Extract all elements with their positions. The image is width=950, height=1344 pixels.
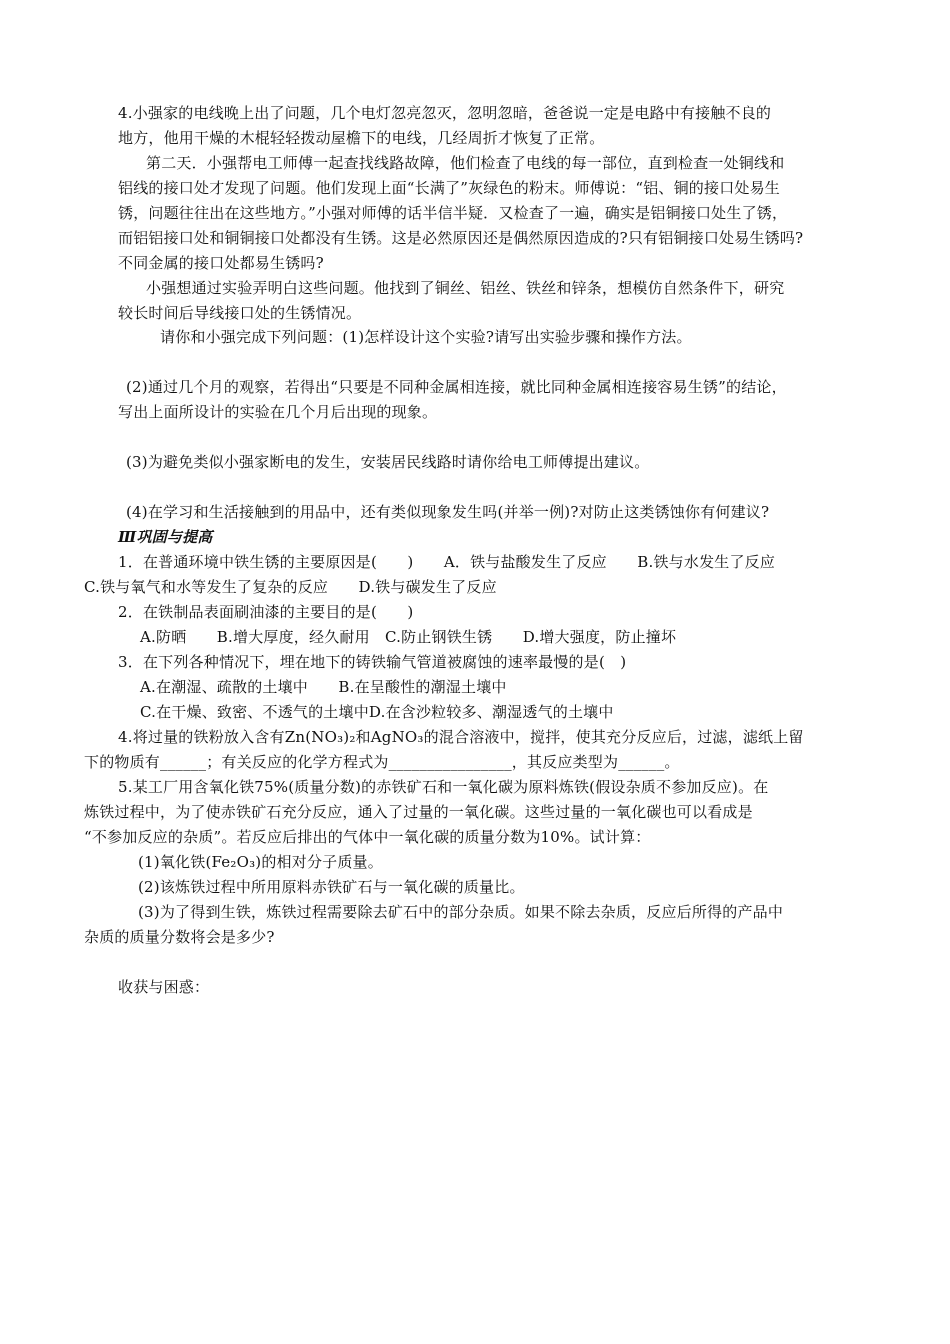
sub-question-1: 请你和小强完成下列问题：(1)怎样设计这个实验?请写出实验步骤和操作方法。: [160, 328, 692, 346]
section-heading: Ⅲ巩固与提高: [118, 528, 213, 546]
paragraph-line: 锈，问题往往出在这些地方。”小强对师傅的话半信半疑．又检查了一遍，确实是铝铜接口处生了锈，: [118, 204, 788, 222]
sub-question-4: (4)在学习和生活接触到的用品中，还有类似现象发生吗(并举一例)?对防止这类锈蚀你有何建议?: [126, 503, 770, 521]
mc-question-2: 2．在铁制品表面刷油漆的主要目的是( ): [118, 603, 414, 621]
paragraph-line: 不同金属的接口处都易生锈吗?: [118, 254, 324, 272]
calc-question-5-line-3: “不参加反应的杂质”。若反应后排出的气体中一氧化碳的质量分数为10%。试计算：: [84, 828, 651, 846]
calc-sub-2: (2)该炼铁过程中所用原料赤铁矿石与一氧化碳的质量比。: [138, 878, 525, 896]
sub-question-2-line-2: 写出上面所设计的实验在几个月后出现的现象。: [118, 403, 438, 421]
calc-sub-3-line-1: (3)为了得到生铁，炼铁过程需要除去矿石中的部分杂质。如果不除去杂质，反应后所得的产品中: [138, 903, 784, 921]
calc-question-5-line-1: 5.某工厂用含氧化铁75%(质量分数)的赤铁矿石和一氧化碳为原料炼铁(假设杂质不参加反应)。在: [118, 778, 769, 796]
reflection-label: 收获与困惑：: [118, 978, 210, 996]
paragraph-line: 小强想通过实验弄明白这些问题。他找到了铜丝、铝丝、铁丝和锌条，想模仿自然条件下，研究: [146, 279, 785, 297]
sub-question-2-line-1: (2)通过几个月的观察，若得出“只要是不同种金属相连接，就比同种金属相连接容易生锈”的结论，: [126, 378, 787, 396]
mc-question-3-options-cd: C.在干燥、致密、不透气的土壤中D.在含沙粒较多、潮湿透气的土壤中: [140, 703, 614, 721]
q4-line-2: 地方，他用干燥的木棍轻轻拨动屋檐下的电线，几经周折才恢复了正常。: [118, 129, 605, 147]
mc-question-1: 1．在普通环境中铁生锈的主要原因是( ) A．铁与盐酸发生了反应 B.铁与水发生了反应: [118, 553, 776, 571]
calc-sub-3-line-2: 杂质的质量分数将会是多少?: [84, 928, 275, 946]
sub-question-3: (3)为避免类似小强家断电的发生，安装居民线路时请你给电工师傅提出建议。: [126, 453, 650, 471]
calc-sub-1: (1)氧化铁(Fe₂O₃)的相对分子质量。: [138, 853, 383, 871]
q4-line-1: 4.小强家的电线晚上出了问题，几个电灯忽亮忽灭，忽明忽暗，爸爸说一定是电路中有接触不良的: [118, 104, 772, 122]
calc-question-5-line-2: 炼铁过程中，为了使赤铁矿石充分反应，通入了过量的一氧化碳。这些过量的一氧化碳也可以看成是: [84, 803, 753, 821]
paragraph-line: 较长时间后导线接口处的生锈情况。: [118, 304, 362, 322]
paragraph-line: 铝线的接口处才发现了问题。他们发现上面“长满了”灰绿色的粉末。师傅说：“铝、铜的接口处易生: [118, 179, 781, 197]
mc-question-1-options: C.铁与氧气和水等发生了复杂的反应 D.铁与碳发生了反应: [84, 578, 497, 596]
fill-question-4-line-2: 下的物质有______；有关反应的化学方程式为________________，其反应类型为______。: [84, 753, 680, 771]
mc-question-2-options: A.防晒 B.增大厚度，经久耐用 C.防止钢铁生锈 D.增大强度，防止撞坏: [140, 628, 677, 646]
mc-question-3: 3．在下列各种情况下，埋在地下的铸铁输气管道被腐蚀的速率最慢的是( ): [118, 653, 627, 671]
paragraph-line: 而铝铝接口处和铜铜接口处都没有生锈。这是必然原因还是偶然原因造成的?只有铝铜接口处易生锈吗?: [118, 229, 804, 247]
paragraph-line: 第二天．小强帮电工师傅一起查找线路故障，他们检查了电线的每一部位，直到检查一处铜线和: [146, 154, 785, 172]
fill-question-4-line-1: 4.将过量的铁粉放入含有Zn(NO₃)₂和AgNO₃的混合溶液中，搅拌，使其充分反应后，过滤，滤纸上留: [118, 728, 804, 746]
mc-question-3-options-ab: A.在潮湿、疏散的土壤中 B.在呈酸性的潮湿土壤中: [140, 678, 507, 696]
